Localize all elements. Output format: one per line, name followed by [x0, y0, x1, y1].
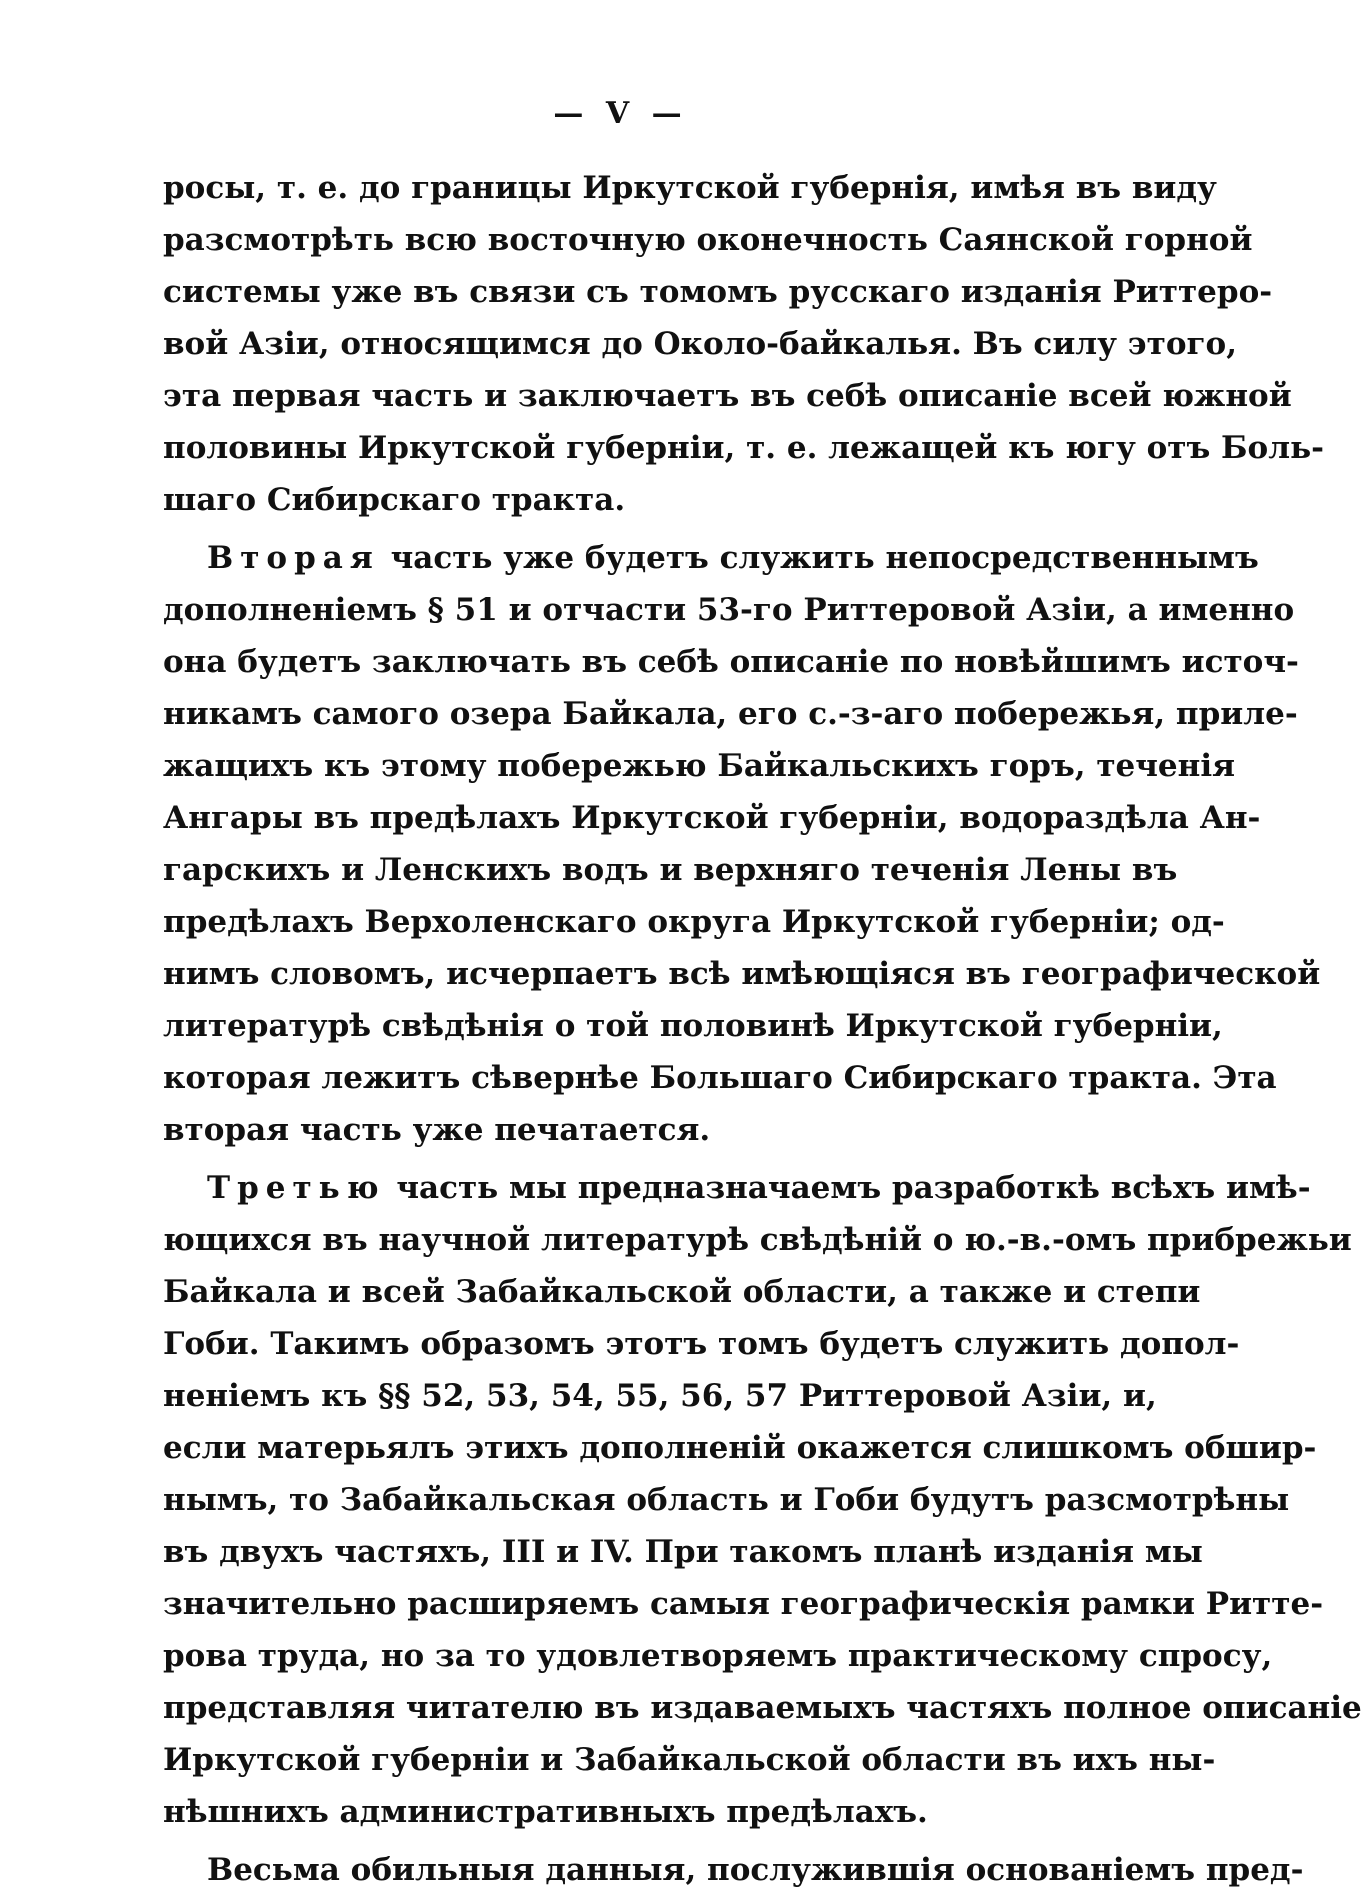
text-line: гарскихъ и Ленскихъ водъ и верхняго теченія Лены въ	[163, 852, 1178, 888]
text-line: она будетъ заключать въ себѣ описаніе по новѣйшимъ источ-	[163, 644, 1299, 680]
first-line-text: часть мы предназначаемъ разработкѣ всѣхъ имѣ-	[396, 1170, 1311, 1206]
text-line: если матерьялъ этихъ дополненій окажется слишкомъ обшир-	[163, 1430, 1317, 1466]
text-line: росы, т. е. до границы Иркутской губернія, имѣя въ виду	[163, 170, 1217, 206]
text-line: представляя читателю въ издаваемыхъ частяхъ полное описаніе	[163, 1690, 1362, 1726]
text-line: рова труда, но за то удовлетворяемъ практическому спросу,	[163, 1638, 1273, 1674]
text-line: литературѣ свѣдѣнія о той половинѣ Иркутской губерніи,	[163, 1008, 1223, 1044]
text-line: вторая часть уже печатается.	[163, 1112, 711, 1148]
text-line: шаго Сибирскаго тракта.	[163, 482, 626, 518]
page-number: — V —	[553, 96, 688, 131]
text-line: жащихъ къ этому побережью Байкальскихъ горъ, теченія	[163, 748, 1236, 784]
text-line: Гоби. Такимъ образомъ этотъ томъ будетъ служить допол-	[163, 1326, 1240, 1362]
text-line: Весьма обильныя данныя, послужившія основаніемъ пред-	[207, 1852, 1304, 1888]
text-line: разсмотрѣть всю восточную оконечность Саянской горной	[163, 222, 1253, 258]
text-line: нимъ словомъ, исчерпаетъ всѣ имѣющіяся въ географической	[163, 956, 1321, 992]
body-text	[163, 162, 1362, 1896]
paragraph-1	[163, 162, 1324, 526]
text-line: эта первая часть и заключаетъ въ себѣ описаніе всей южной	[163, 378, 1292, 414]
spaced-word: Третью	[207, 1170, 386, 1206]
paragraph-2	[163, 532, 1321, 1156]
text-line: неніемъ къ §§ 52, 53, 54, 55, 56, 57 Риттеровой Азіи, и,	[163, 1378, 1157, 1414]
text-line: которая лежитъ сѣвернѣе Большаго Сибирскаго тракта. Эта	[163, 1060, 1277, 1096]
text-line-first	[163, 1162, 1311, 1214]
text-line: нѣшнихъ административныхъ предѣлахъ.	[163, 1794, 928, 1830]
text-line: значительно расширяемъ самыя географическія рамки Ритте-	[163, 1586, 1324, 1622]
spaced-word: Вторая	[207, 540, 380, 576]
text-line: дополненіемъ § 51 и отчасти 53-го Риттеровой Азіи, а именно	[163, 592, 1295, 628]
text-line: ющихся въ научной литературѣ свѣдѣній о ю.-в.-омъ прибрежьи	[163, 1222, 1352, 1258]
paragraph-3	[163, 1162, 1362, 1838]
text-line: нымъ, то Забайкальская область и Гоби будутъ разсмотрѣны	[163, 1482, 1290, 1518]
text-line: Ангары въ предѣлахъ Иркутской губерніи, водораздѣла Ан-	[163, 800, 1261, 836]
text-line: Байкала и всей Забайкальской области, а также и степи	[163, 1274, 1201, 1310]
first-line-text: часть уже будетъ служить непосредственнымъ	[390, 540, 1259, 576]
text-line: никамъ самого озера Байкала, его с.-з-аго побережья, приле-	[163, 696, 1298, 732]
text-line: Иркутской губерніи и Забайкальской области въ ихъ ны-	[163, 1742, 1216, 1778]
text-line: половины Иркутской губерніи, т. е. лежащей къ югу отъ Боль-	[163, 430, 1324, 466]
text-line: вой Азіи, относящимся до Около-байкалья. Въ силу этого,	[163, 326, 1238, 362]
text-line: предѣлахъ Верхоленскаго округа Иркутской губерніи; од-	[163, 904, 1225, 940]
paragraph-4	[163, 1844, 1304, 1896]
text-line-first	[163, 532, 1259, 584]
text-line: въ двухъ частяхъ, III и IV. При такомъ планѣ изданія мы	[163, 1534, 1203, 1570]
text-line: системы уже въ связи съ томомъ русскаго изданія Риттеро-	[163, 274, 1273, 310]
